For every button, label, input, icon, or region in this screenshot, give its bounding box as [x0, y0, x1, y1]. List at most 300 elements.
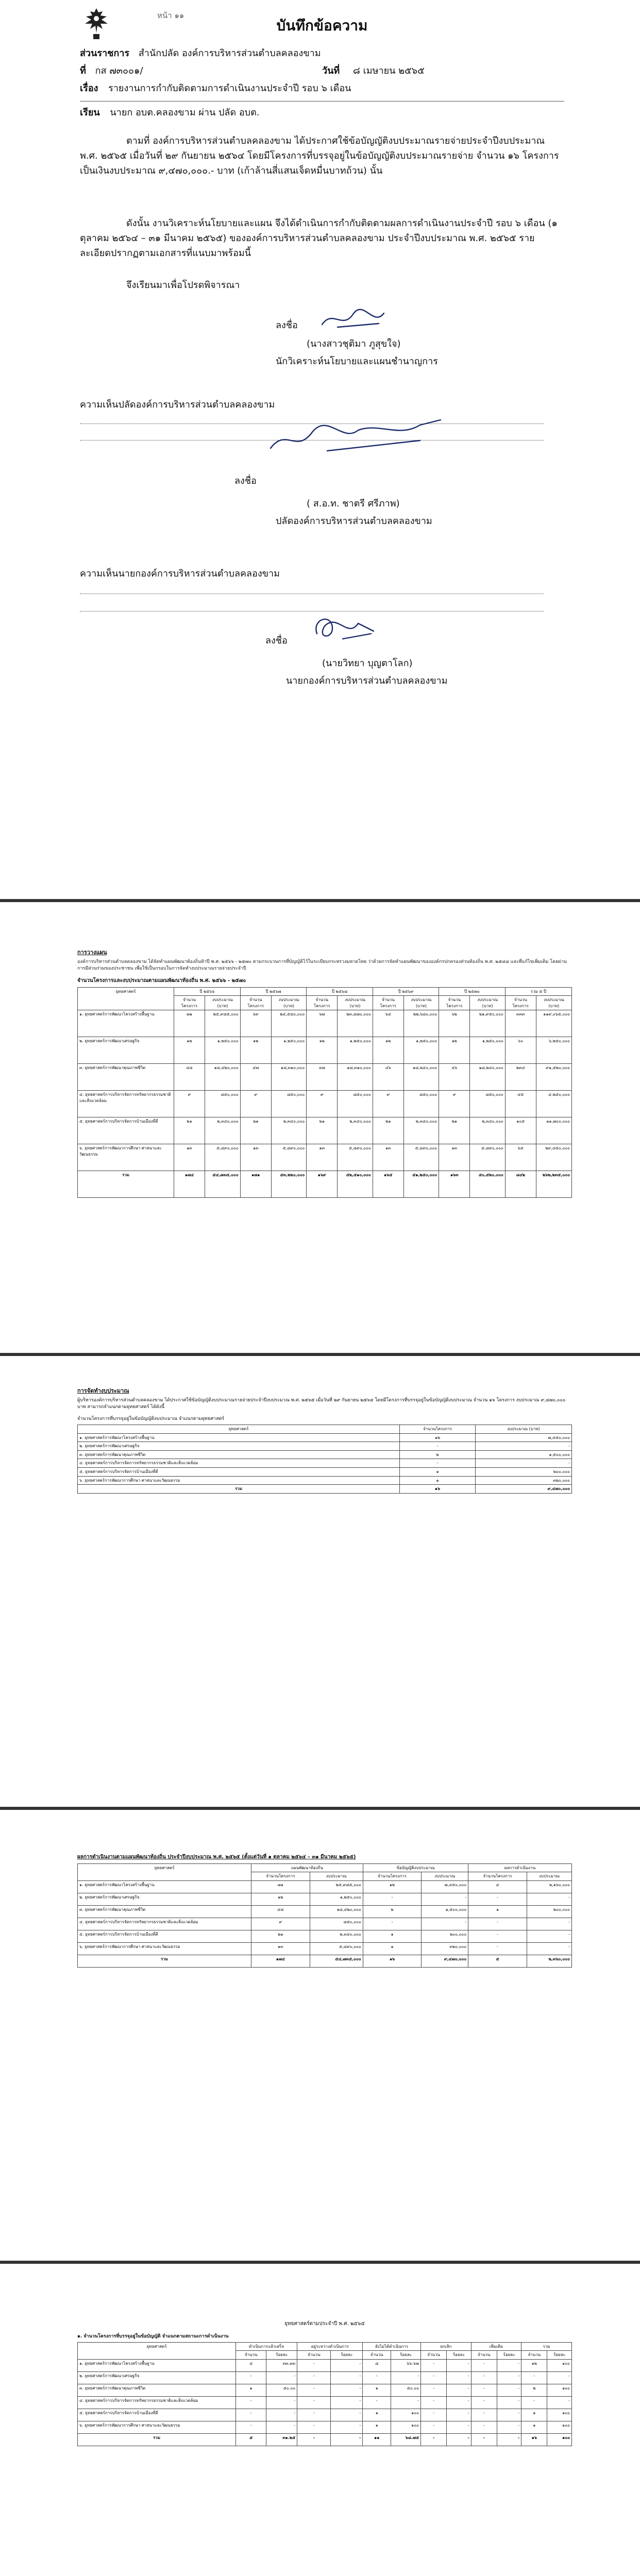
table-cell: ๒	[363, 1905, 422, 1918]
subheader-count: จำนวนโครงการ	[373, 996, 403, 1010]
table-cell: ๒๔,๕๘๐,๐๐๐	[271, 1010, 307, 1037]
table-cell: ๑,๒๕๐,๐๐๐	[403, 1037, 439, 1064]
to-line	[80, 106, 564, 121]
table-cell: -	[236, 2396, 266, 2409]
table-row	[78, 1930, 572, 1942]
table-cell: -	[236, 2409, 266, 2421]
strategy-name: ๑. ยุทธศาสตร์การพัฒนาโครงสร้างพื้นฐาน	[78, 1010, 174, 1037]
total-cell: ๙,๔๗๐,๐๐๐	[422, 1955, 468, 1967]
table-cell: -	[447, 2371, 471, 2384]
table-cell: ๑,๒๕๐,๐๐๐	[205, 1037, 240, 1064]
table-row	[78, 2409, 572, 2421]
table-cell: ๒๓,๘๗๐,๐๐๐	[338, 1010, 373, 1037]
status-group-header: เพิ่มเติม	[471, 2342, 521, 2351]
table-row	[78, 1064, 572, 1091]
table-cell: ๑	[236, 2384, 266, 2396]
total-cell: ๑๗๔	[174, 1171, 205, 1198]
table-row	[78, 1091, 572, 1117]
plan-col-year-5: ปี ๒๕๗๐	[439, 987, 505, 996]
table-cell: -	[297, 2371, 331, 2384]
memo-paragraph-3: จึงเรียนมาเพื่อโปรดพิจารณา	[126, 280, 240, 291]
table-row	[78, 2396, 572, 2409]
table-cell: -	[497, 2371, 521, 2384]
strategy-name: ๕. ยุทธศาสตร์การบริหารจัดการบ้านเมืองที่ดี	[78, 1117, 174, 1144]
table-cell: ๔	[236, 2359, 266, 2371]
total-cell: -	[471, 2433, 497, 2446]
table-cell: ๒,๑๖๐,๐๐๐	[527, 1880, 571, 1893]
plan-heading: การวางแผน	[77, 949, 107, 956]
table-cell: -	[363, 2371, 391, 2384]
total-cell: -	[421, 2433, 447, 2446]
table-cell: ๒	[400, 1450, 476, 1459]
table-cell: -	[471, 2396, 497, 2409]
total-cell: ๑๑	[363, 2433, 391, 2446]
strategy-name: ๒. ยุทธศาสตร์การพัฒนาเศรษฐกิจ	[78, 1893, 251, 1905]
table-cell: ๑๓	[373, 1144, 403, 1171]
table-cell: ๒,๓๔๐,๐๐๐	[205, 1117, 240, 1144]
sign1-label: ลงชื่อ	[276, 320, 298, 331]
result-heading: ผลการดำเนินงานตามแผนพัฒนาท้องถิ่น ประจำปีงบประมาณ พ.ศ. ๒๕๖๕ (ตั้งแต่วันที่ ๑ ตุลาคม ๒๕๖๔ – ๓๑ มีนาคม ๒๕๖๕)	[77, 1854, 356, 1860]
total-cell: ๑๗๑	[240, 1171, 271, 1198]
table-cell: -	[400, 1459, 476, 1468]
table-cell: ๑๒	[439, 1037, 470, 1064]
subheader-pct: ร้อยละ	[547, 2351, 572, 2360]
table-cell: ๙	[240, 1091, 271, 1117]
subheader-pct: ร้อยละ	[497, 2351, 521, 2360]
table-cell: -	[297, 2384, 331, 2396]
table-cell: -	[422, 1918, 468, 1930]
total-cell: ๕๒,๕๑๐,๐๐๐	[338, 1171, 373, 1198]
table-cell: ๖๔	[373, 1010, 403, 1037]
plan-table-title: จำนวนโครงการและงบประมาณตามแผนพัฒนาท้องถิ่น พ.ศ. ๒๕๖๖ - ๒๕๗๐	[77, 978, 246, 984]
table-cell: ๒,๓๔๐,๐๐๐	[271, 1117, 307, 1144]
total-cell: ๕	[236, 2433, 266, 2446]
table-cell: ๘	[363, 2359, 391, 2371]
table-cell: -	[471, 2359, 497, 2371]
subheader-count: จำนวนโครงการ	[174, 996, 205, 1010]
status-group-header: ยกเลิก	[421, 2342, 471, 2351]
table-cell: ๑๘,๒๔๐,๐๐๐	[470, 1064, 506, 1091]
status-col-strategy: ยุทธศาสตร์	[78, 2342, 236, 2359]
table-cell: ๔๗	[240, 1064, 271, 1091]
table-cell: -	[236, 2421, 266, 2433]
table-cell: ๑,๕๐๐,๐๐๐	[476, 1450, 572, 1459]
table-cell: -	[471, 2409, 497, 2421]
sign1-name: (นางสาวชุติมา ภูสุขใจ)	[307, 338, 401, 349]
plan-table	[77, 987, 572, 1198]
sign2-label: ลงชื่อ	[234, 476, 257, 486]
table-cell: ๕,๘๙๐,๐๐๐	[205, 1144, 240, 1171]
table-cell: ๗๑	[174, 1010, 205, 1037]
table-cell: -	[497, 2421, 521, 2433]
table-cell: ๘๕๐,๐๐๐	[205, 1091, 240, 1117]
table-cell: -	[547, 2371, 572, 2384]
table-cell: ๑๐๐	[547, 2421, 572, 2433]
plan-col-year-3: ปี ๒๕๖๘	[307, 987, 373, 996]
agency-label: ส่วนราชการ	[80, 48, 130, 59]
plan-col-strategy: ยุทธศาสตร์	[78, 987, 174, 1010]
strategy-name: ๑. ยุทธศาสตร์การพัฒนาโครงสร้างพื้นฐาน	[78, 1880, 251, 1893]
table-cell: -	[527, 1930, 571, 1942]
table-cell: ๑๑,๗๐๐,๐๐๐	[536, 1117, 571, 1144]
result-group-plan: แผนพัฒนาท้องถิ่น	[251, 1863, 363, 1872]
plan-sheet	[77, 948, 572, 1198]
table-cell: ๙	[174, 1091, 205, 1117]
table-cell: ๑๐๐	[547, 2409, 572, 2421]
table-row	[78, 1037, 572, 1064]
total-row	[78, 2433, 572, 2446]
subheader-budget: งบประมาณ	[527, 1872, 571, 1881]
subheader-budget: งบประมาณ	[422, 1872, 468, 1881]
strategy-name: ๔. ยุทธศาสตร์การบริหารจัดการทรัพยากรธรรมชาติและสิ่งแวดล้อม	[78, 1091, 174, 1117]
status-heading: ยุทธศาสตร์ตามประจำปี พ.ศ. ๒๕๖๕	[284, 2321, 365, 2327]
table-row	[78, 1010, 572, 1037]
subheader-count: จำนวนโครงการ	[439, 996, 470, 1010]
memo-heading: บันทึกข้อความ	[276, 17, 368, 34]
date-label: วันที่	[322, 65, 340, 76]
subheader-pct: ร้อยละ	[447, 2351, 471, 2360]
table-cell: -	[497, 2409, 521, 2421]
table-cell: ๖๕	[505, 1144, 536, 1171]
table-cell: ๑๘,๔๒๐,๐๐๐	[205, 1064, 240, 1091]
strategy-name: ๑. ยุทธศาสตร์การพัฒนาโครงสร้างพื้นฐาน	[78, 2359, 236, 2371]
table-cell: -	[476, 1442, 572, 1451]
table-cell: -	[527, 1942, 571, 1955]
table-cell: ๓๒๐,๐๐๐	[422, 1942, 468, 1955]
table-cell: ๘๕๐,๐๐๐	[310, 1918, 363, 1930]
total-row	[78, 1171, 572, 1198]
table-cell: ๒,๓๔๐,๐๐๐	[338, 1117, 373, 1144]
result-page	[0, 1810, 640, 2261]
table-cell: ๓๓๓	[505, 1010, 536, 1037]
total-label: รวม	[78, 1171, 174, 1198]
table-cell: ๖๙	[240, 1010, 271, 1037]
total-cell: ๒,๓๖๐,๐๐๐	[527, 1955, 571, 1967]
table-cell: ๑๘,๔๒๐,๐๐๐	[310, 1905, 363, 1918]
table-row	[78, 1450, 572, 1459]
opinion2-label: ความเห็นนายกองค์การบริหารส่วนตำบลคลองขาม	[80, 568, 280, 579]
table-cell: ๒๑	[373, 1117, 403, 1144]
subheader-count: จำนวนโครงการ	[468, 1872, 527, 1881]
table-cell: -	[527, 1918, 571, 1930]
ref-label: ที่	[80, 65, 86, 76]
plan-col-year-4: ปี ๒๕๖๙	[373, 987, 439, 996]
strategy-name: ๖. ยุทธศาสตร์การพัฒนาการศึกษา ศาสนาและวัฒนธรรม	[78, 1942, 251, 1955]
table-cell: -	[266, 2396, 297, 2409]
table-row	[78, 2371, 572, 2384]
total-row	[78, 1485, 572, 1494]
table-cell: ๖๗	[307, 1010, 338, 1037]
subheader-budget: งบประมาณ (บาท)	[403, 996, 439, 1010]
table-cell: ๑๒	[174, 1037, 205, 1064]
strategy-name: ๖. ยุทธศาสตร์การพัฒนาการศึกษา ศาสนาและวัฒนธรรม	[78, 1476, 400, 1485]
table-cell: ๑	[363, 2421, 391, 2433]
result-col-strategy: ยุทธศาสตร์	[78, 1863, 251, 1880]
total-cell: ๑๖๙	[307, 1171, 338, 1198]
table-cell: ๑๓	[439, 1144, 470, 1171]
table-cell: ๒,๓๔๐,๐๐๐	[403, 1117, 439, 1144]
table-cell: ๒๕,๙๘๕,๐๐๐	[310, 1880, 363, 1893]
table-cell: ๒,๓๔๐,๐๐๐	[310, 1930, 363, 1942]
total-cell: -	[331, 2433, 363, 2446]
table-cell: ๑๑๙,๐๖๕,๐๐๐	[536, 1010, 571, 1037]
table-cell: ๑๐๐	[547, 2359, 572, 2371]
table-cell: ๘๕๐,๐๐๐	[403, 1091, 439, 1117]
date-value: ๘ เมษายน ๒๕๖๕	[353, 65, 425, 76]
table-cell: ๒,๓๔๐,๐๐๐	[470, 1117, 506, 1144]
table-cell: -	[422, 1893, 468, 1905]
subheader-count: จำนวน	[297, 2351, 331, 2360]
table-cell: -	[421, 2409, 447, 2421]
table-row	[78, 1942, 572, 1955]
table-cell: -	[447, 2421, 471, 2433]
table-cell: -	[297, 2409, 331, 2421]
table-cell: ๗๑	[251, 1880, 310, 1893]
subheader-budget: งบประมาณ	[310, 1872, 363, 1881]
subheader-count: จำนวนโครงการ	[307, 996, 338, 1010]
total-cell: ๑๖	[521, 2433, 547, 2446]
total-cell: ๑๐๐	[547, 2433, 572, 2446]
budget-sheet	[77, 1387, 572, 1494]
table-cell: ๕,๘๙๐,๐๐๐	[470, 1144, 506, 1171]
subheader-count: จำนวน	[421, 2351, 447, 2360]
status-group-header: ดำเนินการแล้วเสร็จ	[236, 2342, 297, 2351]
sign2-name: ( ส.อ.ท. ชาตรี ศรีภาพ)	[307, 498, 400, 509]
table-cell: -	[236, 2371, 266, 2384]
table-cell: ๑	[468, 1905, 527, 1918]
table-cell: ๔	[468, 1880, 527, 1893]
table-cell: ๑,๒๕๐,๐๐๐	[470, 1037, 506, 1064]
agency-line	[80, 46, 564, 61]
subheader-count: จำนวนโครงการ	[363, 1872, 422, 1881]
table-cell: ๕,๘๙๐,๐๐๐	[310, 1942, 363, 1955]
table-cell: ๑	[363, 1942, 422, 1955]
strategy-name: ๔. ยุทธศาสตร์การบริหารจัดการทรัพยากรธรรมชาติและสิ่งแวดล้อม	[78, 1918, 251, 1930]
table-row	[78, 1918, 572, 1930]
table-cell: ๑,๒๕๐,๐๐๐	[338, 1037, 373, 1064]
to-value: นายก อบต.คลองขาม ผ่าน ปลัด อบต.	[110, 107, 260, 118]
table-cell: -	[421, 2384, 447, 2396]
table-cell: ๘๕๐,๐๐๐	[338, 1091, 373, 1117]
table-cell: -	[331, 2409, 363, 2421]
subheader-count: จำนวน	[236, 2351, 266, 2360]
table-cell: -	[331, 2359, 363, 2371]
table-cell: ๒๙,๔๕๐,๐๐๐	[536, 1144, 571, 1171]
table-cell: -	[266, 2421, 297, 2433]
table-cell: -	[468, 1930, 527, 1942]
table-cell: -	[497, 2359, 521, 2371]
table-cell: -	[521, 2396, 547, 2409]
table-cell: ๙๑,๕๒๐,๐๐๐	[536, 1064, 571, 1091]
result-group-budget: ข้อบัญญัติงบประมาณ	[363, 1863, 468, 1872]
subheader-count: จำนวนโครงการ	[240, 996, 271, 1010]
table-cell: ๘๕๐,๐๐๐	[271, 1091, 307, 1117]
table-cell: -	[447, 2396, 471, 2409]
strategy-name: ๕. ยุทธศาสตร์การบริหารจัดการบ้านเมืองที่ดี	[78, 1468, 400, 1477]
table-cell: -	[447, 2384, 471, 2396]
table-cell: ๑๓	[251, 1942, 310, 1955]
signature-2-icon	[265, 412, 451, 459]
total-cell: -	[497, 2433, 521, 2446]
strategy-name: ๓. ยุทธศาสตร์การพัฒนาคุณภาพชีวิต	[78, 1905, 251, 1918]
result-group-done: ผลการดำเนินงาน	[468, 1863, 572, 1872]
table-cell: ๖,๒๕๐,๐๐๐	[536, 1037, 571, 1064]
status-group-header: รวม	[521, 2342, 572, 2351]
sign3-title: นายกองค์การบริหารส่วนตำบลคลองขาม	[286, 675, 448, 686]
table-cell: -	[391, 2371, 421, 2384]
table-cell: ๙	[251, 1918, 310, 1930]
table-cell: -	[468, 1942, 527, 1955]
total-cell: ๓๑.๒๕	[266, 2433, 297, 2446]
result-table	[77, 1863, 572, 1968]
subheader-pct: ร้อยละ	[331, 2351, 363, 2360]
table-cell: -	[391, 2396, 421, 2409]
subheader-count: จำนวนโครงการ	[251, 1872, 310, 1881]
table-row	[78, 2359, 572, 2371]
subheader-budget: งบประมาณ (บาท)	[271, 996, 307, 1010]
table-cell: ๗,๔๕๐,๐๐๐	[476, 1433, 572, 1442]
to-label: เรียน	[80, 107, 100, 118]
table-cell: -	[497, 2396, 521, 2409]
table-row	[78, 1459, 572, 1468]
budget-col-budget: งบประมาณ (บาท)	[476, 1425, 572, 1434]
budget-table	[77, 1425, 572, 1494]
budget-intro: ผู้บริหารองค์การบริหารส่วนตำบลคลองขาม ได้ประกาศใช้ข้อบัญญัติงบประมาณรายจ่ายประจำปีงบประมาณ พ.ศ. ๒๕๖๕ เมื่อวันที่ ๒๙ กันยายน ๒๕๖๔ โดยมีโครงการที่บรรจุอยู่ในข้อบัญญัติงบประมาณ จำนวน ๑๖ โครงการ งบประมาณ ๙,๔๗๐,๐๐๐ บาท สามารถจำแนกตามยุทธศาสตร์ ได้ดังนี้	[77, 1397, 566, 1410]
subject-label: เรื่อง	[80, 83, 98, 94]
table-row	[78, 1905, 572, 1918]
table-cell: ๔๕	[505, 1091, 536, 1117]
total-cell: ๑๖๕	[373, 1171, 403, 1198]
status-sheet	[77, 2320, 572, 2446]
table-cell: ๑๒	[307, 1037, 338, 1064]
table-cell: ๒๓๔	[505, 1064, 536, 1091]
total-cell: ๖๘.๗๕	[391, 2433, 421, 2446]
table-row	[78, 1144, 572, 1171]
table-cell: -	[297, 2359, 331, 2371]
subheader-count: จำนวนโครงการ	[505, 996, 536, 1010]
status-page	[0, 2264, 640, 2576]
memo-paragraph-1: ตามที่ องค์การบริหารส่วนตำบลคลองขาม ได้ประกาศใช้ข้อบัญญัติงบประมาณรายจ่ายประจำปีงบประมาณ พ.ศ. ๒๕๖๕ เมื่อวันที่ ๒๙ กันยายน ๒๕๖๔ โดยมีโครงการที่บรรจุอยู่ในข้อบัญญัติงบประมาณรายจ่าย จำนวน ๑๖ โครงการ เป็นเงินงบประมาณ ๙,๔๗๐,๐๐๐.- บาท (เก้าล้านสี่แสนเจ็ดหมื่นบาทถ้วน) นั้น	[80, 135, 559, 176]
table-cell: ๑๒	[363, 1880, 422, 1893]
total-cell: ๕๑,๒๕๐,๐๐๐	[403, 1171, 439, 1198]
sign2-title: ปลัดองค์การบริหารส่วนตำบลคลองขาม	[276, 516, 432, 527]
sign3-label: ลงชื่อ	[265, 635, 288, 646]
signature-3-icon	[307, 608, 379, 649]
subheader-budget: งบประมาณ (บาท)	[205, 996, 240, 1010]
table-cell: -	[547, 2396, 572, 2409]
total-cell: ๕๔,๗๓๕,๐๐๐	[310, 1955, 363, 1967]
strategy-name: ๕. ยุทธศาสตร์การบริหารจัดการบ้านเมืองที่ดี	[78, 1930, 251, 1942]
table-row	[78, 1468, 572, 1477]
table-cell: ๕,๘๙๐,๐๐๐	[403, 1144, 439, 1171]
table-cell: -	[266, 2371, 297, 2384]
table-cell: -	[421, 2371, 447, 2384]
table-cell: ๑	[363, 1930, 422, 1942]
table-cell: ๔,๒๕๐,๐๐๐	[536, 1091, 571, 1117]
table-cell: ๒๑	[240, 1117, 271, 1144]
budget-col-count: จำนวนโครงการ	[400, 1425, 476, 1434]
table-cell: ๒๕,๙๘๕,๐๐๐	[205, 1010, 240, 1037]
subject-value: รายงานการกำกับติดตามการดำเนินงานประจำปี รอบ ๖ เดือน	[108, 83, 351, 94]
table-cell: ๑,๒๕๐,๐๐๐	[271, 1037, 307, 1064]
table-cell: ๕๐.๐๐	[266, 2384, 297, 2396]
strategy-name: ๖. ยุทธศาสตร์การพัฒนาการศึกษา ศาสนาและวัฒนธรรม	[78, 2421, 236, 2433]
table-cell: -	[331, 2371, 363, 2384]
table-cell: ๑๐๐	[391, 2421, 421, 2433]
table-cell: ๗,๔๕๐,๐๐๐	[422, 1880, 468, 1893]
total-cell: ๙,๔๗๐,๐๐๐	[476, 1485, 572, 1494]
plan-col-total: รวม ๕ ปี	[505, 987, 571, 996]
table-cell: ๔๗	[307, 1064, 338, 1091]
table-cell: ๑๒	[251, 1893, 310, 1905]
table-cell: ๙	[307, 1091, 338, 1117]
strategy-name: ๔. ยุทธศาสตร์การบริหารจัดการทรัพยากรธรรมชาติและสิ่งแวดล้อม	[78, 1459, 400, 1468]
page-number: หน้า ๑๑	[157, 11, 184, 20]
ref-line	[80, 64, 564, 79]
table-cell: ๒๐๐,๐๐๐	[476, 1468, 572, 1477]
table-cell: ๑,๕๐๐,๐๐๐	[422, 1905, 468, 1918]
signature-1-icon	[317, 304, 399, 335]
table-cell: ๔๘	[251, 1905, 310, 1918]
table-cell: ๒	[521, 2384, 547, 2396]
table-row	[78, 1442, 572, 1451]
table-cell: -	[266, 2409, 297, 2421]
table-cell: ๑๘,๓๑๐,๐๐๐	[271, 1064, 307, 1091]
table-cell: ๒๐๐,๐๐๐	[527, 1905, 571, 1918]
table-cell: ๔๘	[174, 1064, 205, 1091]
table-cell: ๒๑	[251, 1930, 310, 1942]
table-cell: -	[363, 1918, 422, 1930]
table-cell: -	[521, 2371, 547, 2384]
table-cell: ๖๐	[505, 1037, 536, 1064]
table-cell: -	[471, 2421, 497, 2433]
plan-col-year-1: ปี ๒๕๖๖	[174, 987, 241, 996]
table-cell: ๑	[521, 2409, 547, 2421]
table-cell: ๕๐.๐๐	[391, 2384, 421, 2396]
table-cell: -	[363, 1893, 422, 1905]
table-cell: ๑	[363, 2409, 391, 2421]
total-label: รวม	[78, 2433, 236, 2446]
table-cell: ๕,๘๙๐,๐๐๐	[338, 1144, 373, 1171]
table-cell: -	[331, 2384, 363, 2396]
table-cell: ๑	[521, 2421, 547, 2433]
strategy-name: ๕. ยุทธศาสตร์การบริหารจัดการบ้านเมืองที่ดี	[78, 2409, 236, 2421]
total-row	[78, 1955, 572, 1967]
table-cell: -	[331, 2396, 363, 2409]
table-cell: -	[363, 2396, 391, 2409]
subheader-count: จำนวน	[521, 2351, 547, 2360]
table-row	[78, 1893, 572, 1905]
subheader-pct: ร้อยละ	[391, 2351, 421, 2360]
table-cell: ๒๑,๙๕๐,๐๐๐	[470, 1010, 506, 1037]
strategy-name: ๒. ยุทธศาสตร์การพัฒนาเศรษฐกิจ	[78, 2371, 236, 2384]
plan-col-year-2: ปี ๒๕๖๗	[240, 987, 307, 996]
table-cell: -	[447, 2359, 471, 2371]
table-row	[78, 1476, 572, 1485]
subheader-count: จำนวน	[363, 2351, 391, 2360]
ref-value: กส ๗๓๐๐๑/	[95, 65, 143, 76]
table-cell: ๒๑	[174, 1117, 205, 1144]
table-cell: -	[297, 2396, 331, 2409]
table-cell: ๑๒	[240, 1037, 271, 1064]
total-cell: -	[447, 2433, 471, 2446]
table-cell: -	[400, 1442, 476, 1451]
total-cell: ๑๖	[363, 1955, 422, 1967]
total-cell: ๑๖	[400, 1485, 476, 1494]
total-cell: ๕๓,๒๒๐,๐๐๐	[271, 1171, 307, 1198]
total-cell: -	[297, 2433, 331, 2446]
plan-page	[0, 902, 640, 1353]
